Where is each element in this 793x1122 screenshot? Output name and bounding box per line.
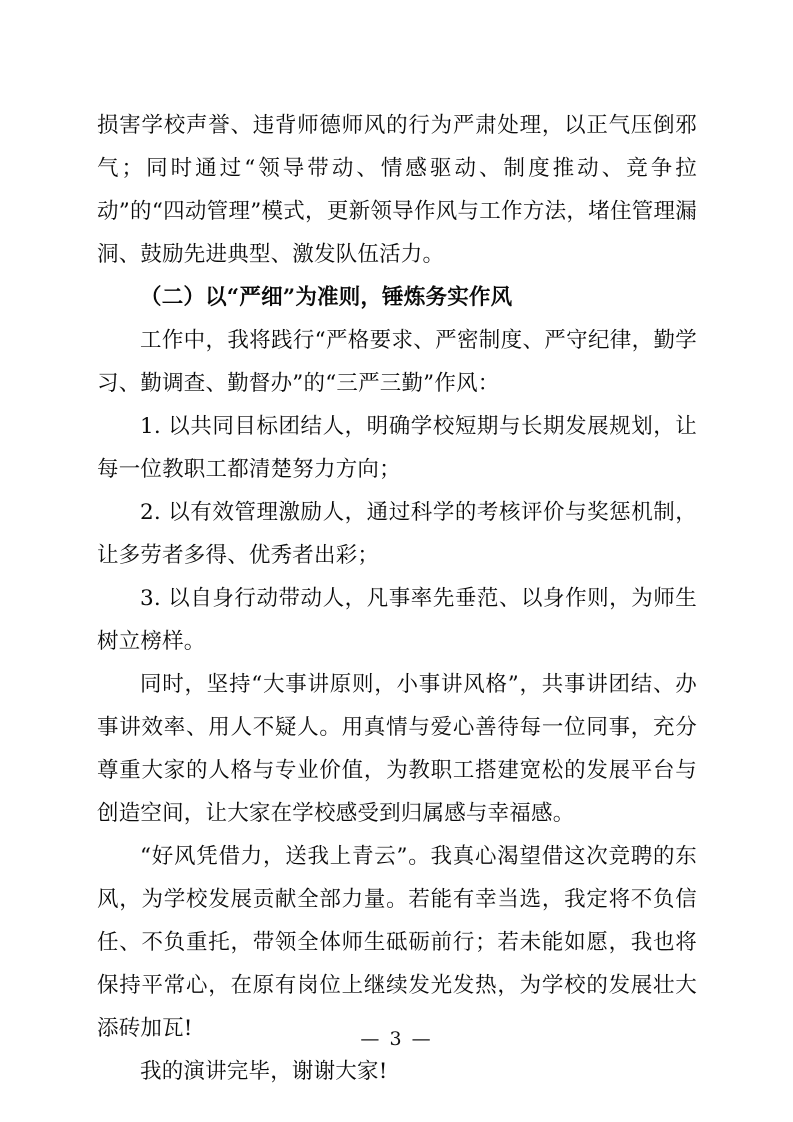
- paragraph: “好风凭借力，送我上青云”。我真心渴望借这次竞聘的东风，为学校发展贡献全部力量。若能有幸当选，我定将不负信任、不负重托，带领全体师生砥砺前行；若未能如愿，我也将保持平常心，在原有岗位上继续发光发热，为学校的发展壮大添砖加瓦!: [97, 844, 697, 1041]
- paragraph: 我的演讲完毕，谢谢大家!: [140, 1059, 388, 1084]
- list-item: 3. 以自身行动带动人，凡事率先垂范、以身作则，为师生树立榜样。: [97, 586, 697, 654]
- list-item: 2. 以有效管理激励人，通过科学的考核评价与奖惩机制，让多劳者多得、优秀者出彩；: [97, 500, 697, 568]
- paragraph: 损害学校声誉、违背师德师风的行为严肃处理，以正气压倒邪气；同时通过“领导带动、情感驱动、制度推动、竞争拉动”的“四动管理”模式，更新领导作风与工作方法，堵住管理漏洞、鼓励先进典型、激发队伍活力。: [97, 113, 697, 267]
- document-body: [97, 104, 697, 1093]
- list-item: 1. 以共同目标团结人，明确学校短期与长期发展规划，让每一位教职工都清楚努力方向；: [97, 414, 697, 482]
- section-heading: （二）以“严细”为准则，锤炼务实作风: [140, 285, 513, 310]
- page-number-footer: — 3 —: [360, 1028, 433, 1050]
- paragraph: 同时，坚持“大事讲原则，小事讲风格”，共事讲团结、办事讲效率、用人不疑人。用真情与爱心善待每一位同事，充分尊重大家的人格与专业价值，为教职工搭建宽松的发展平台与创造空间，让大家在学校感受到归属感与幸福感。: [97, 672, 697, 826]
- paragraph: 工作中，我将践行“严格要求、严密制度、严守纪律，勤学习、勤调查、勤督办”的“三严三勤”作风：: [97, 328, 697, 396]
